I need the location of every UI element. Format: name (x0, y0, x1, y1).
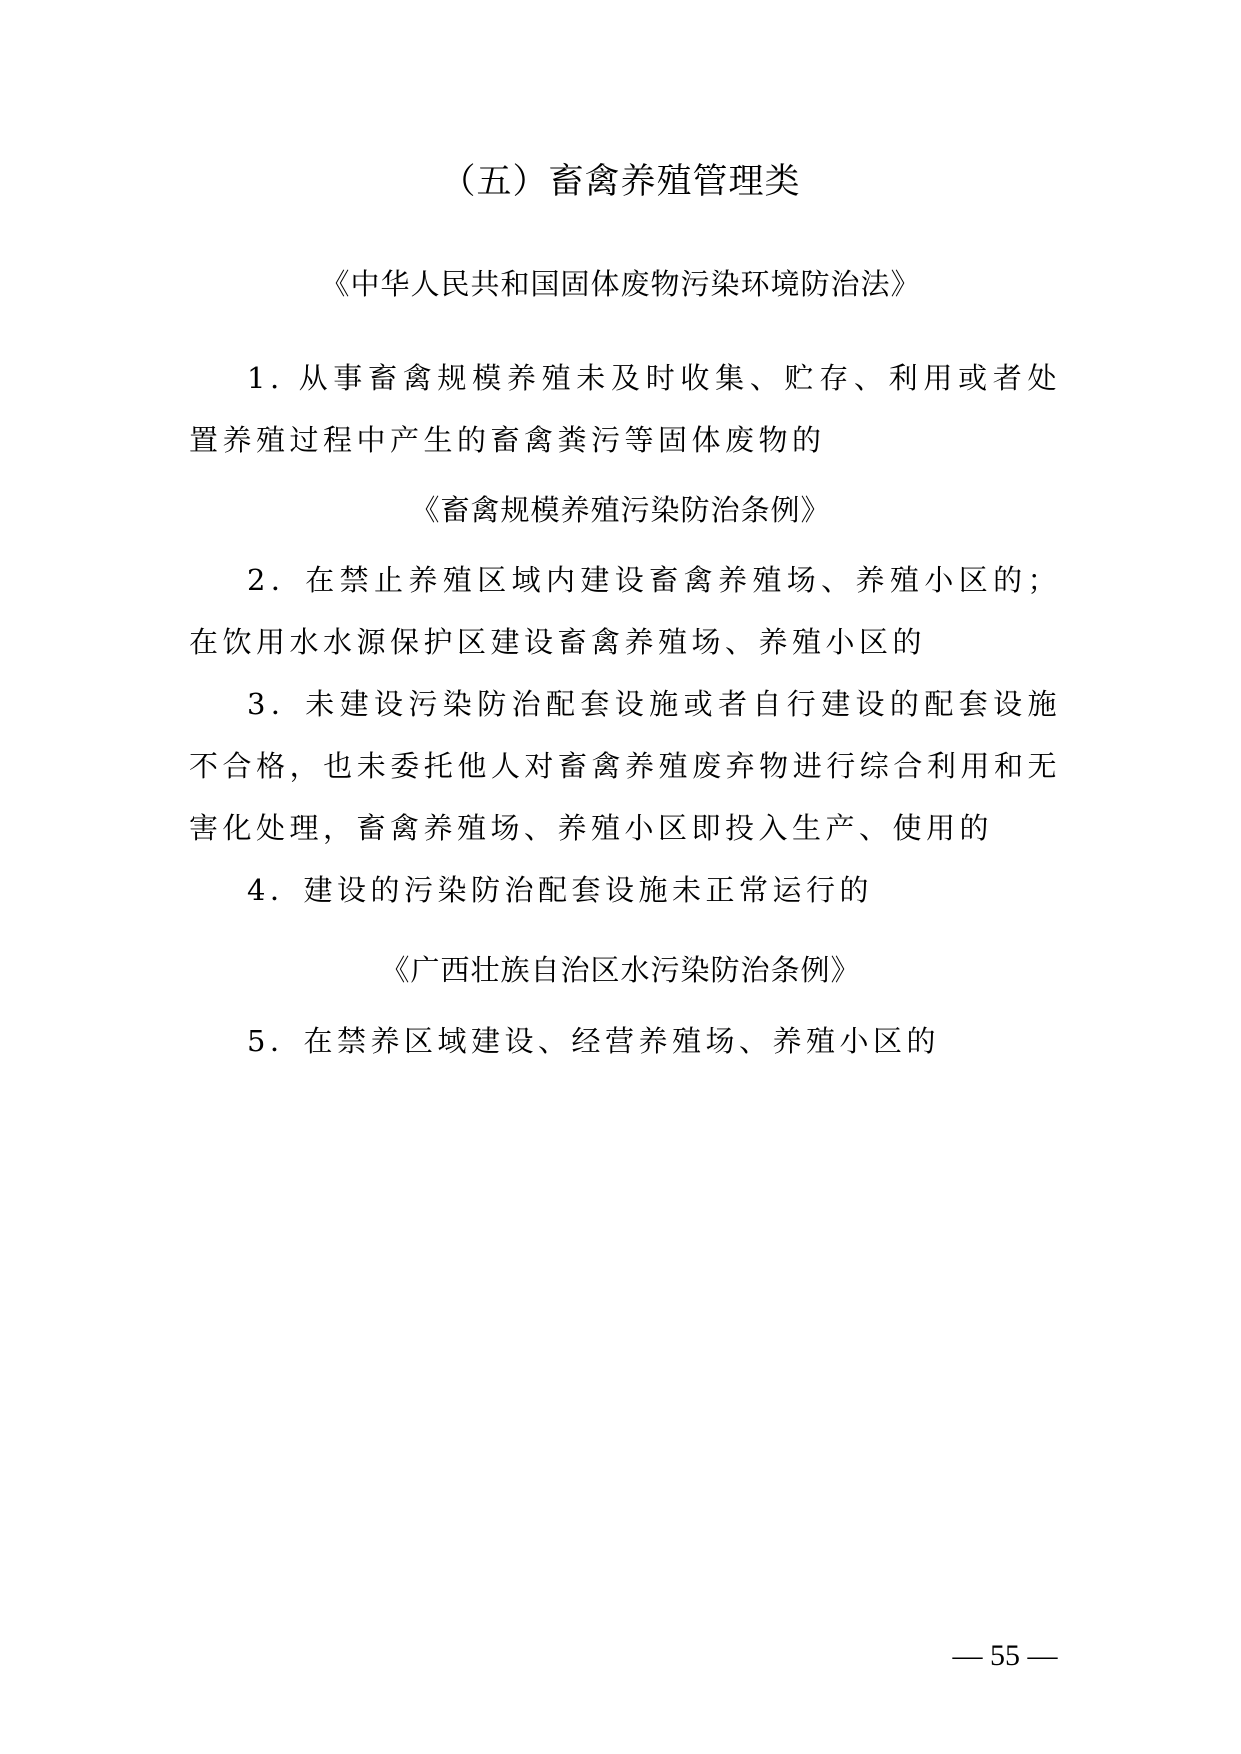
list-item-1: 1. 从事畜禽规模养殖未及时收集、贮存、利用或者处置养殖过程中产生的畜禽粪污等固体废物的 (189, 361, 1061, 457)
law-title-guangxi-water: 《广西壮族自治区水污染防治条例》 (380, 953, 861, 987)
law-title-livestock-pollution: 《畜禽规模养殖污染防治条例》 (410, 493, 831, 527)
list-item-5: 5．在禁养区域建设、经营养殖场、养殖小区的 (247, 1024, 940, 1058)
section-heading: （五）畜禽养殖管理类 (440, 162, 801, 202)
law-title-solid-waste: 《中华人民共和国固体废物污染环境防治法》 (320, 267, 921, 301)
list-item-2: 2．在禁止养殖区域内建设畜禽养殖场、养殖小区的；在饮用水水源保护区建设畜禽养殖场、养殖小区的 (189, 563, 1061, 659)
list-item-3: 3．未建设污染防治配套设施或者自行建设的配套设施不合格，也未委托他人对畜禽养殖废弃物进行综合利用和无害化处理，畜禽养殖场、养殖小区即投入生产、使用的 (189, 687, 1061, 845)
list-item-4: 4．建设的污染防治配套设施未正常运行的 (247, 873, 873, 907)
page-number: — 55 — (952, 1639, 1058, 1672)
